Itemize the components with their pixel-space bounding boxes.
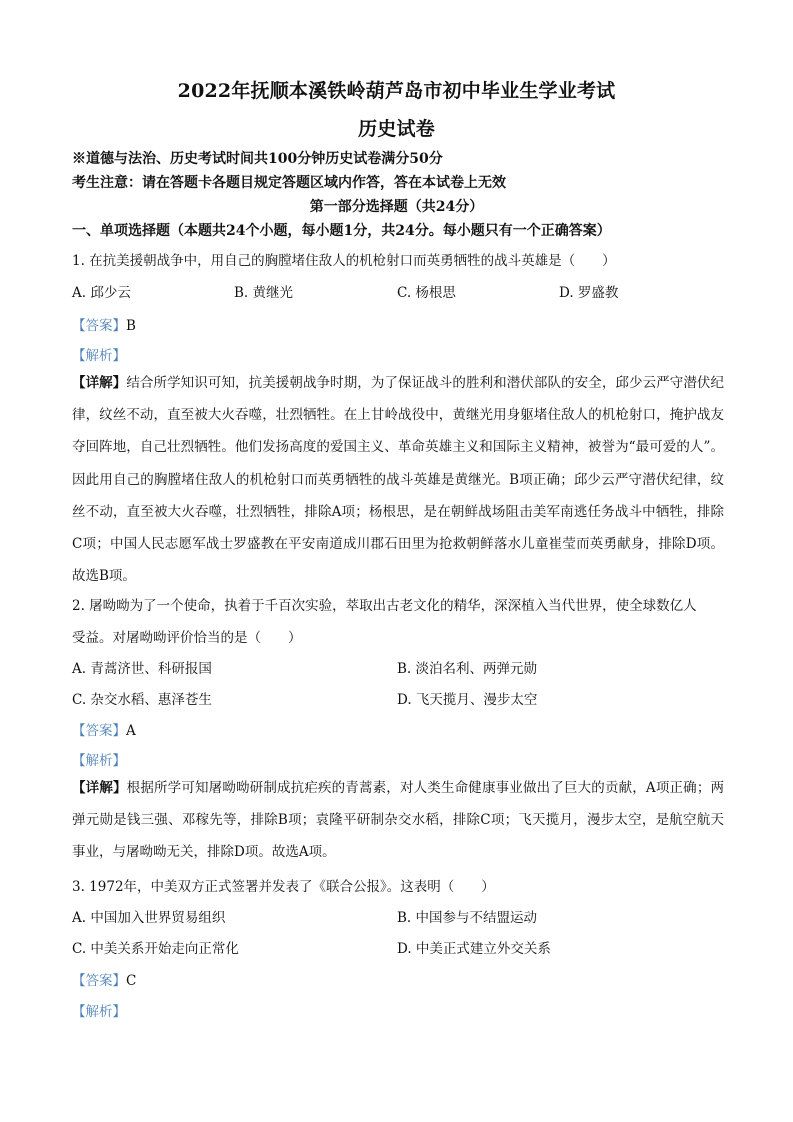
question-2-stem-line1: 2. 屠呦呦为了一个使命，执着于千百次实验，萃取出古老文化的精华，深深植入当代世界，使全球数亿人: [72, 598, 697, 614]
question-1-option-a: A. 邱少云: [72, 285, 131, 301]
question-1-option-b: B. 黄继光: [234, 285, 294, 301]
question-3-option-a: A. 中国加入世界贸易组织: [72, 910, 226, 926]
exam-subtitle: 历史试卷: [358, 118, 435, 140]
question-2-option-c: C. 杂交水稻、惠泽苍生: [72, 692, 212, 708]
question-2-stem-line2: 受益。对屠呦呦评价恰当的是（ ）: [72, 630, 302, 646]
question-3-stem: 3. 1972年，中美双方正式签署并发表了《联合公报》。这表明（ ）: [72, 879, 495, 895]
exam-title: 2022年抚顺本溪铁岭葫芦岛市初中毕业生学业考试: [177, 80, 616, 102]
question-1-answer: [72, 314, 732, 334]
question-1-analysis-label: 【解析】: [72, 348, 126, 364]
question-3-option-d: D. 中美正式建立外交关系: [397, 941, 551, 957]
answer-value: B: [126, 318, 136, 334]
question-2-detail: [72, 772, 724, 869]
question-2-option-d: D. 飞天揽月、漫步太空: [397, 692, 538, 708]
exam-note-instructions: 考生注意：请在答题卡各题目规定答题区域内作答，答在本试卷上无效: [72, 175, 506, 191]
question-1-option-d: D. 罗盛教: [559, 285, 619, 301]
question-2-answer: [72, 719, 732, 739]
part-heading: 第一部分选择题（共24分）: [309, 199, 484, 215]
question-2-analysis-label: 【解析】: [72, 753, 126, 769]
question-3-analysis-label: 【解析】: [72, 1004, 126, 1020]
section-heading: 一、单项选择题（本题共24个小题，每小题1分，共24分。每小题只有一个正确答案）: [72, 223, 611, 239]
question-2-option-b: B. 淡泊名利、两弹元勋: [397, 661, 538, 677]
answer-label: 【答案】: [72, 973, 126, 989]
answer-value: A: [126, 723, 136, 739]
detail-label: 【详解】: [72, 780, 127, 796]
detail-text: 结合所学知识可知，抗美援朝战争时期，为了保证战斗的胜利和潜伏部队的安全，邱少云严守潜伏纪律，纹丝不动，直至被大火吞噬，壮烈牺牲。在上甘岭战役中，黄继光用身躯堵住敌人的机枪射口，掩护战友夺回阵地，自己壮烈牺牲。他们发扬高度的爱国主义、革命英雄主义和国际主义精神，被誉为“最可爱的人”。因此用自己的胸膛堵住敌人的机枪射口而英勇牺牲的战斗英雄是黄继光。B项正确；邱少云严守潜伏纪律，纹丝不动，直至被大火吞噬，壮烈牺牲，排除A项；杨根思，是在朝鲜战场阻击美军南逃任务战斗中牺牲，排除C项；中国人民志愿军战士罗盛教在平安南道成川郡石田里为抢救朝鲜落水儿童崔莹而英勇献身，排除D项。故选B项。: [72, 375, 725, 585]
answer-label: 【答案】: [72, 723, 126, 739]
question-1-option-c: C. 杨根思: [397, 285, 456, 301]
detail-label: 【详解】: [72, 375, 127, 391]
question-2-option-a: A. 青蒿济世、科研报国: [72, 661, 212, 677]
question-1-detail: [72, 367, 724, 592]
answer-label: 【答案】: [72, 318, 126, 334]
question-3-option-b: B. 中国参与不结盟运动: [397, 910, 538, 926]
answer-value: C: [126, 973, 137, 989]
question-3-answer: [72, 969, 732, 989]
detail-text: 根据所学可知屠呦呦研制成抗疟疾的青蒿素，对人类生命健康事业做出了巨大的贡献，A项正确；两弹元勋是钱三强、邓稼先等，排除B项；袁隆平研制杂交水稻，排除C项；飞天揽月，漫步太空，是航空航天事业，与屠呦呦无关，排除D项。故选A项。: [72, 780, 725, 861]
exam-note-time: ※道德与法治、历史考试时间共100分钟历史试卷满分50分: [72, 151, 443, 167]
question-3-option-c: C. 中美关系开始走向正常化: [72, 941, 239, 957]
question-1-stem: 1. 在抗美援朝战争中，用自己的胸膛堵住敌人的机枪射口而英勇牺牲的战斗英雄是（ ）: [72, 253, 616, 269]
